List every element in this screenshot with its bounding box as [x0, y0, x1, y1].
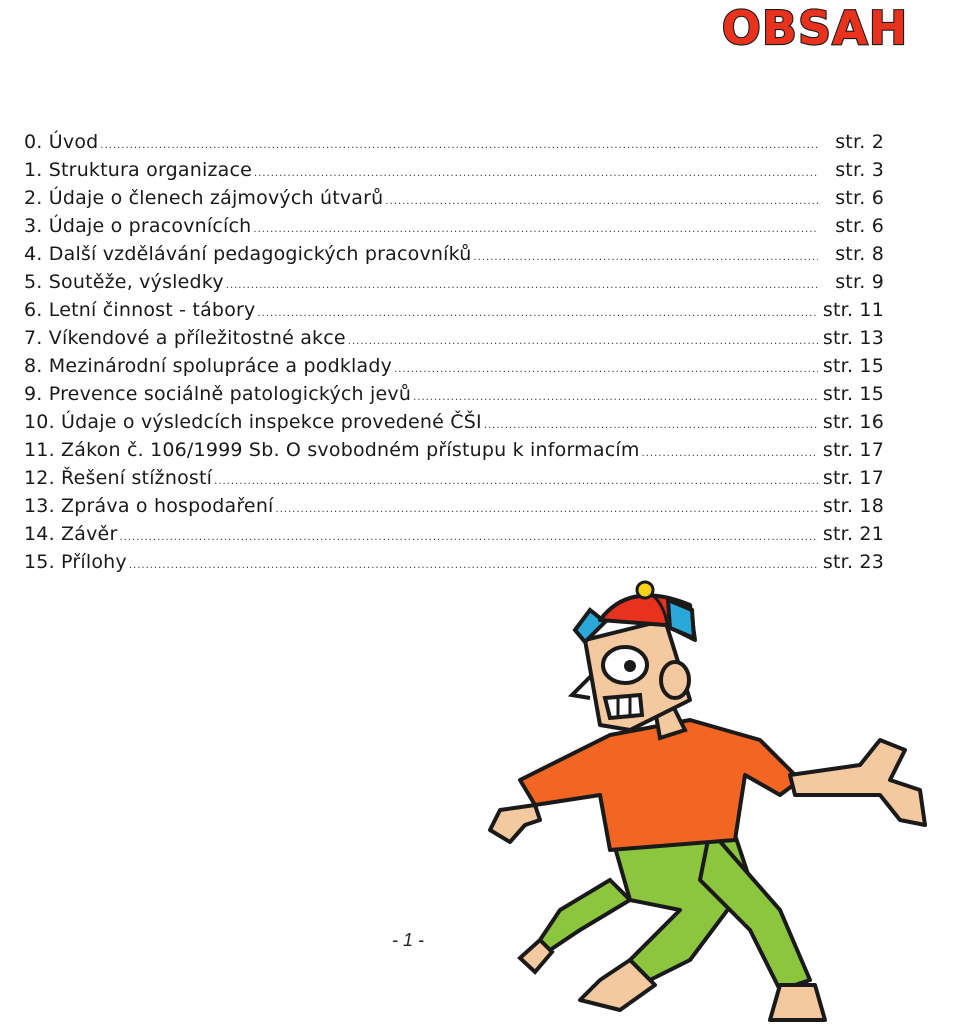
toc-leader-dots: [214, 476, 818, 487]
cartoon-boy-illustration: [480, 580, 950, 1025]
toc-entry-label: 0. Úvod: [24, 131, 99, 153]
toc-leader-dots: [119, 532, 818, 543]
toc-leader-dots: [348, 336, 818, 347]
toc-leader-dots: [642, 448, 818, 459]
toc-leader-dots: [413, 392, 818, 403]
toc-entry-page: str. 11: [822, 299, 884, 321]
toc-entry: [24, 439, 884, 467]
toc-entry: [24, 159, 884, 187]
toc-entry-label: 4. Další vzdělávání pedagogických pracovníků: [24, 243, 472, 265]
toc-entry-page: str. 23: [822, 551, 884, 573]
toc-entry-page: str. 16: [822, 411, 884, 433]
toc-entry-label: 7. Víkendové a příležitostné akce: [24, 327, 346, 349]
toc-entry-page: str. 9: [835, 271, 884, 293]
toc-entry: [24, 383, 884, 411]
toc-entry: [24, 523, 884, 551]
toc-leader-dots: [385, 196, 818, 207]
toc-entry-label: 13. Zpráva o hospodaření: [24, 495, 274, 517]
toc-entry-label: 15. Přílohy: [24, 551, 127, 573]
toc-entry: [24, 215, 884, 243]
toc-entry: [24, 271, 884, 299]
toc-entry-page: str. 13: [822, 327, 884, 349]
toc-entry-label: 11. Zákon č. 106/1999 Sb. O svobodném přístupu k informacím: [24, 439, 640, 461]
toc-entry-page: str. 3: [835, 159, 884, 181]
toc-entry: [24, 467, 884, 495]
toc-leader-dots: [257, 308, 818, 319]
toc-entry-label: 1. Struktura organizace: [24, 159, 252, 181]
toc-entry-page: str. 15: [822, 355, 884, 377]
toc-leader-dots: [226, 280, 818, 291]
page-number: - 1 -: [392, 930, 425, 950]
toc-entry: [24, 131, 884, 159]
toc-entry-page: str. 18: [822, 495, 884, 517]
toc-entry-page: str. 6: [835, 187, 884, 209]
toc-entry-label: 12. Řešení stížností: [24, 467, 213, 489]
title-text: OBSAH: [721, 1, 909, 55]
toc-entry-label: 8. Mezinárodní spolupráce a podklady: [24, 355, 393, 377]
toc-entry-label: 3. Údaje o pracovnících: [24, 215, 252, 237]
toc-leader-dots: [129, 560, 818, 571]
title-heading: [690, 0, 940, 60]
toc-entry: [24, 355, 884, 383]
toc-entry-page: str. 6: [835, 215, 884, 237]
toc-entry-label: 14. Závěr: [24, 523, 118, 545]
toc-leader-dots: [253, 224, 818, 235]
toc-entry-page: str. 21: [822, 523, 884, 545]
toc-entry-label: 9. Prevence sociálně patologických jevů: [24, 383, 412, 405]
toc-leader-dots: [100, 140, 818, 151]
toc-leader-dots: [254, 168, 818, 179]
toc-entry: [24, 187, 884, 215]
toc-entry-label: 2. Údaje o členech zájmových útvarů: [24, 187, 384, 209]
toc-leader-dots: [394, 364, 818, 375]
toc-entry-page: str. 2: [835, 131, 884, 153]
toc-entry-label: 6. Letní činnost - tábory: [24, 299, 256, 321]
toc-entry: [24, 327, 884, 355]
toc-entry: [24, 411, 884, 439]
toc-entry-page: str. 8: [835, 243, 884, 265]
toc-entry: [24, 299, 884, 327]
toc-entry: [24, 495, 884, 523]
toc-leader-dots: [474, 252, 818, 263]
toc-leader-dots: [484, 420, 818, 431]
toc-entry-label: 5. Soutěže, výsledky: [24, 271, 224, 293]
toc-entry-page: str. 17: [822, 467, 884, 489]
toc-entry: [24, 551, 884, 579]
toc-entry: [24, 243, 884, 271]
toc-entry-label: 10. Údaje o výsledcích inspekce provedené ČŠI: [24, 411, 482, 433]
table-of-contents: [24, 131, 884, 579]
toc-leader-dots: [276, 504, 818, 515]
toc-entry-page: str. 15: [822, 383, 884, 405]
toc-entry-page: str. 17: [822, 439, 884, 461]
